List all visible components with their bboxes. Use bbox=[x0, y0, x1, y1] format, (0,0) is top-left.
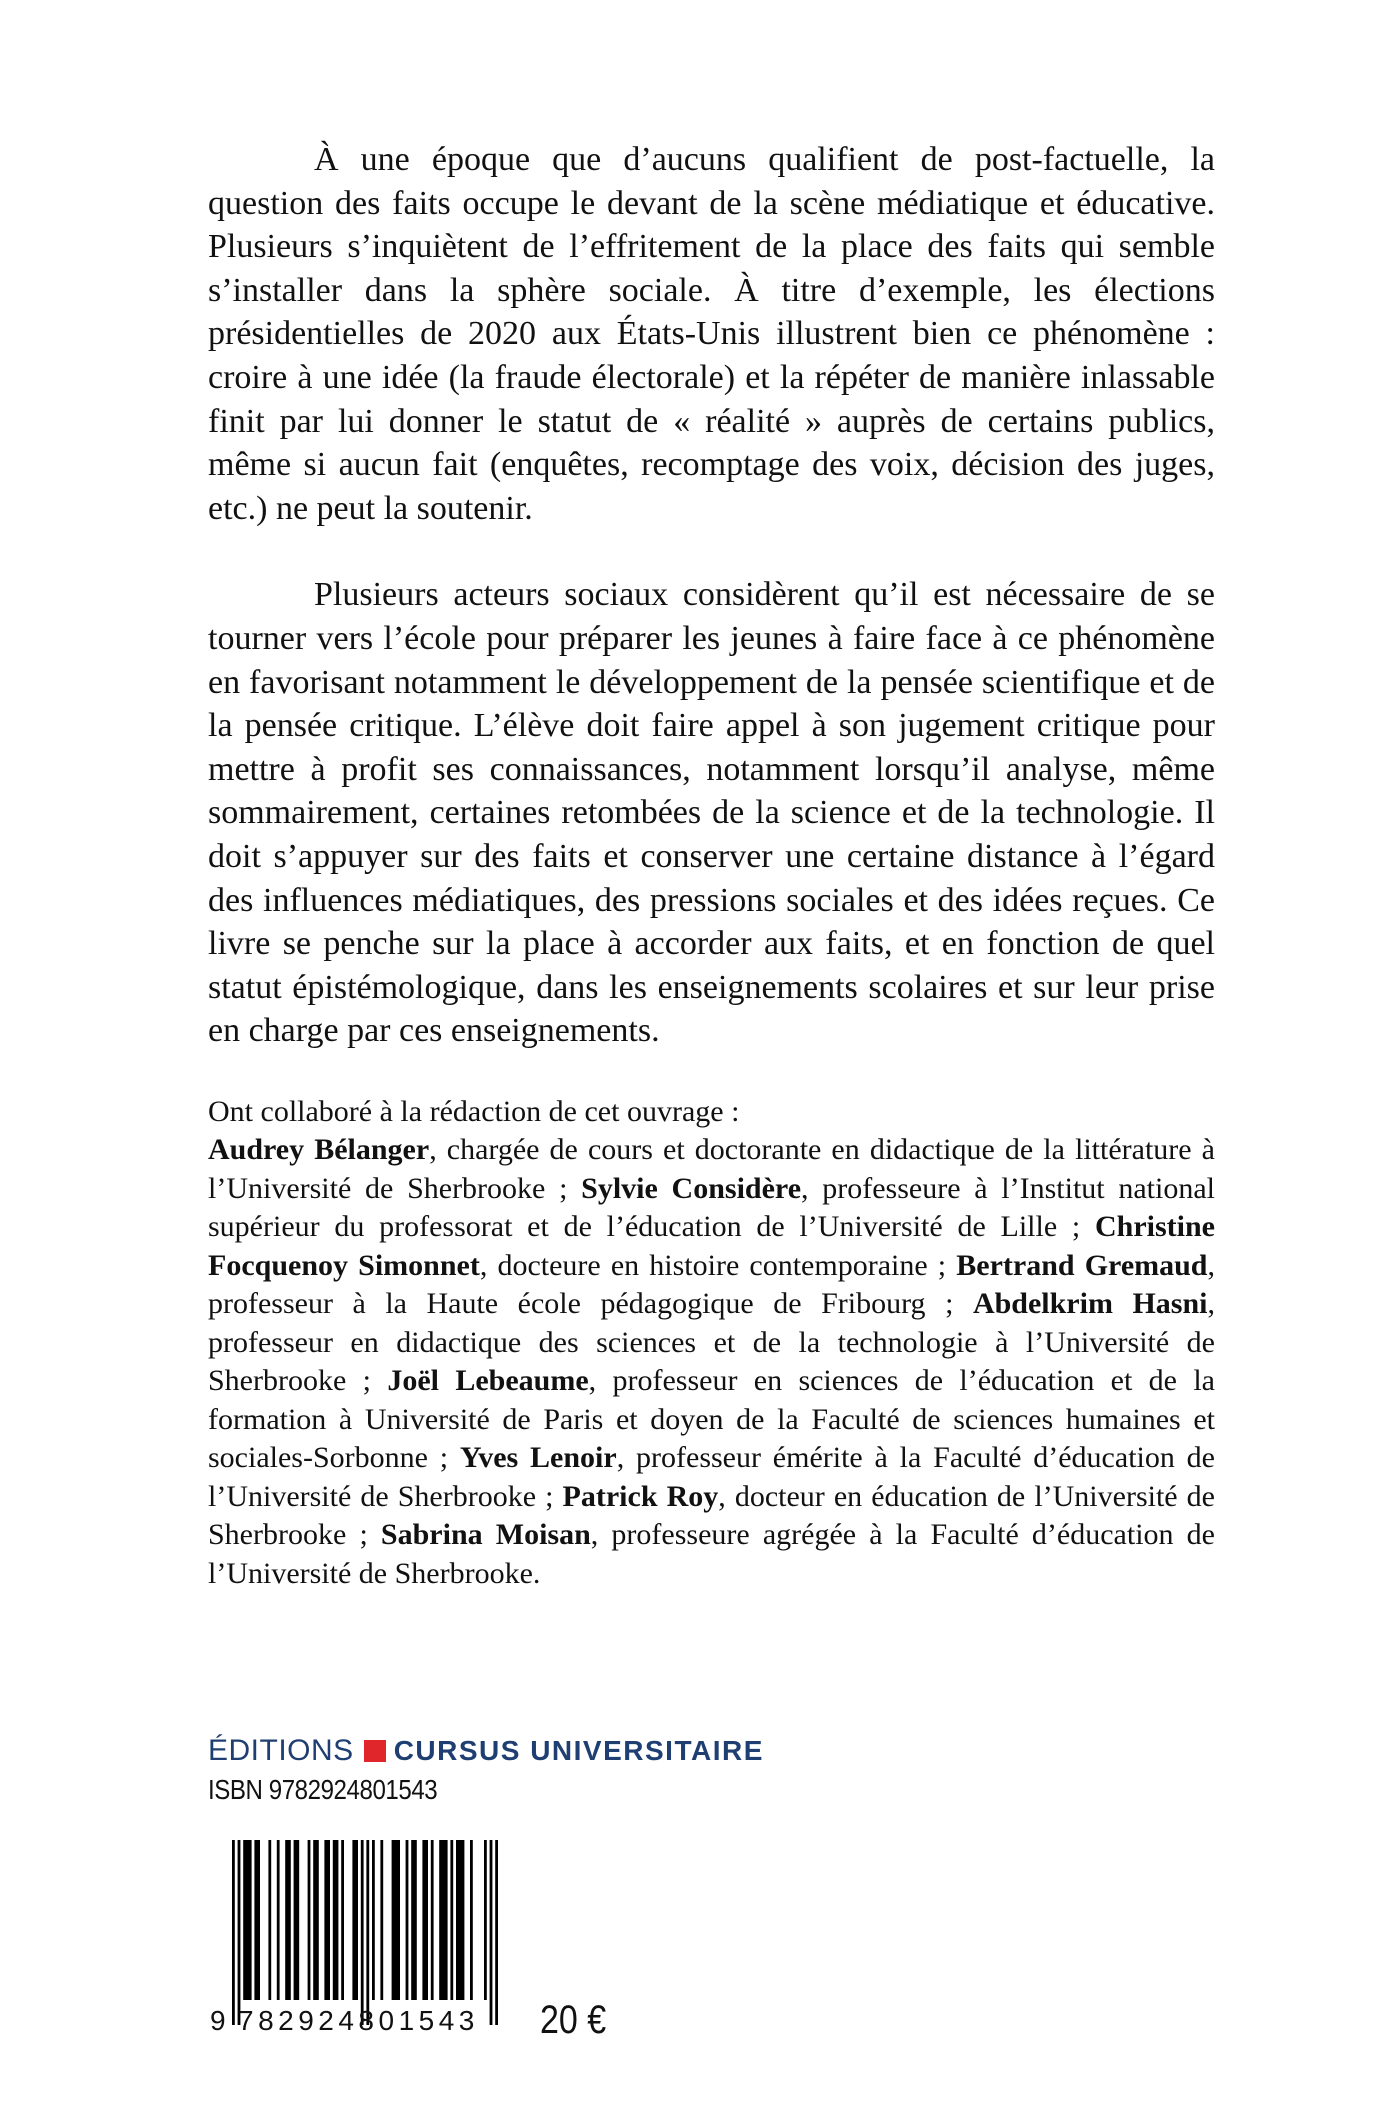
barcode-bar bbox=[392, 1840, 400, 2000]
contributor-name: Audrey Bélanger bbox=[208, 1133, 430, 1167]
barcode bbox=[208, 1832, 520, 2042]
publisher-editions: ÉDITIONS bbox=[208, 1734, 354, 1767]
contributor-role: , professeur en sciences de l’éducation et de la formation à Université de Paris et doyen de la Faculté de sciences humaines et sociales-Sorbonne ; bbox=[208, 1364, 1215, 1475]
barcode-bar bbox=[333, 1840, 339, 2000]
contributor-name: Sabrina Moisan bbox=[380, 1518, 591, 1552]
contributors-heading: Ont collaboré à la rédaction de cet ouvrage : bbox=[208, 1094, 740, 1128]
contributor-role: , professeur émérite à la Faculté d’éducation de l’Université de Sherbrooke ; bbox=[208, 1441, 1215, 1513]
barcode-bar bbox=[406, 1840, 409, 2000]
contributors-list bbox=[208, 1131, 1215, 1593]
barcode-guard-bar bbox=[361, 1840, 364, 2025]
barcode-bar bbox=[352, 1840, 358, 2000]
barcode-bar bbox=[277, 1840, 280, 2000]
barcode-bar bbox=[456, 1840, 464, 2000]
contributor-role: , docteur en éducation de l’Université de Sherbrooke ; bbox=[208, 1479, 1215, 1552]
contributor-name: Christine Focquenoy Simonnet bbox=[208, 1210, 1215, 1282]
contributor-name: Sylvie Considère bbox=[581, 1171, 802, 1205]
barcode-bar bbox=[285, 1840, 291, 2000]
price: 20 € bbox=[540, 1998, 607, 2042]
barcode-bar bbox=[470, 1840, 473, 2000]
isbn-number: ISBN 9782924801543 bbox=[208, 1774, 438, 1805]
summary-paragraph-2 bbox=[208, 573, 1215, 1053]
barcode-bar bbox=[268, 1840, 271, 2000]
barcode-bar bbox=[380, 1840, 383, 2000]
contributor-role: , chargée de cours et doctorante en didactique de la littérature à l’Université de Sherbrooke ; bbox=[208, 1133, 1215, 1205]
barcode-bar bbox=[422, 1840, 428, 2000]
barcode-guard-bar bbox=[232, 1840, 235, 2025]
publisher-name: CURSUS UNIVERSITAIRE bbox=[393, 1735, 764, 1766]
summary-paragraph-1-text: À une époque que d’aucuns qualifient de post-factuelle, la question des faits occupe le devant de la scène médiatique et éducative. Plusieurs s’inquiètent de l’effritement de la place des faits qui semble s’installer dans la sphère sociale. À titre d’exemple, les élections présidentielles de 2020 aux États-Unis illustrent bien ce phénomène : croire à une idée (la fraude électorale) et la répéter de manière inlassable finit par lui donner le statut de « réalité » auprès de certains publics, même si aucun fait (enquêtes, recomptage des voix, décision des juges, etc.) ne peut la soutenir. bbox=[208, 141, 1215, 527]
barcode-guard-bar bbox=[495, 1840, 498, 2025]
contributor-name: Patrick Roy bbox=[562, 1479, 719, 1513]
barcode-bar bbox=[324, 1840, 330, 2000]
barcode-bar bbox=[294, 1840, 300, 2000]
contributor-role: , professeur en didactique des sciences et de la technologie à l’Université de Sherbrooke ; bbox=[208, 1287, 1215, 1398]
barcode-first-digit: 9 bbox=[210, 2005, 226, 2036]
contributor-name: Yves Lenoir bbox=[459, 1441, 617, 1475]
barcode-bar bbox=[341, 1840, 344, 2000]
barcode-guard-bar bbox=[366, 1840, 369, 2025]
barcode-guard-bar bbox=[490, 1840, 493, 2025]
contributor-name: Abdelkrim Hasni bbox=[972, 1287, 1208, 1321]
back-cover-text bbox=[208, 138, 1215, 1593]
contributor-role: , professeur à la Haute école pédagogique de Fribourg ; bbox=[208, 1248, 1215, 1321]
contributor-role: , professeure à l’Institut national supérieur du professorat et de l’éducation de l’Université de Lille ; bbox=[208, 1171, 1215, 1244]
contributor-name: Bertrand Gremaud bbox=[956, 1248, 1208, 1282]
contributor-name: Joël Lebeaume bbox=[387, 1364, 589, 1398]
publisher-red-square-icon bbox=[364, 1740, 386, 1762]
contributor-role: , docteure en histoire contemporaine ; bbox=[479, 1248, 957, 1282]
barcode-bar bbox=[431, 1840, 434, 2000]
barcode-bar bbox=[308, 1840, 311, 2000]
summary-paragraph-1 bbox=[208, 138, 1215, 530]
contributor-role: , professeure agrégée à la Faculté d’éducation de l’Université de Sherbrooke. bbox=[208, 1518, 1215, 1590]
summary-paragraph-2-text: Plusieurs acteurs sociaux considèrent qu’il est nécessaire de se tourner vers l’école pour préparer les jeunes à faire face à ce phénomène en favorisant notamment le développement de la pensée scientifique et de la pensée critique. L’élève doit faire appel à son jugement critique pour mettre à profit ses connaissances, notamment lorsqu’il analyse, même sommairement, certaines retombées de la science et de la technologie. Il doit s’appuyer sur des faits et conserver une certaine distance à l’égard des influences médiatiques, des pressions sociales et des idées reçues. Ce livre se penche sur la place à accorder aux faits, et en fonction de quel statut épistémologique, dans les enseignements scolaires et sur leur prise en charge par ces enseignements. bbox=[208, 576, 1215, 1050]
barcode-bar bbox=[254, 1840, 260, 2000]
barcode-bar bbox=[439, 1840, 447, 2000]
barcode-bar bbox=[372, 1840, 375, 2000]
publisher-logo bbox=[208, 1736, 764, 1766]
barcode-guard-bar bbox=[238, 1840, 241, 2025]
barcode-digits: 782924801543 bbox=[238, 2005, 479, 2036]
barcode-bar bbox=[243, 1840, 251, 2000]
barcode-bar bbox=[450, 1840, 453, 2000]
barcode-bar bbox=[411, 1840, 417, 2000]
barcode-bar bbox=[484, 1840, 487, 2000]
contributors-section bbox=[208, 1093, 1215, 1594]
barcode-bar bbox=[313, 1840, 319, 2000]
